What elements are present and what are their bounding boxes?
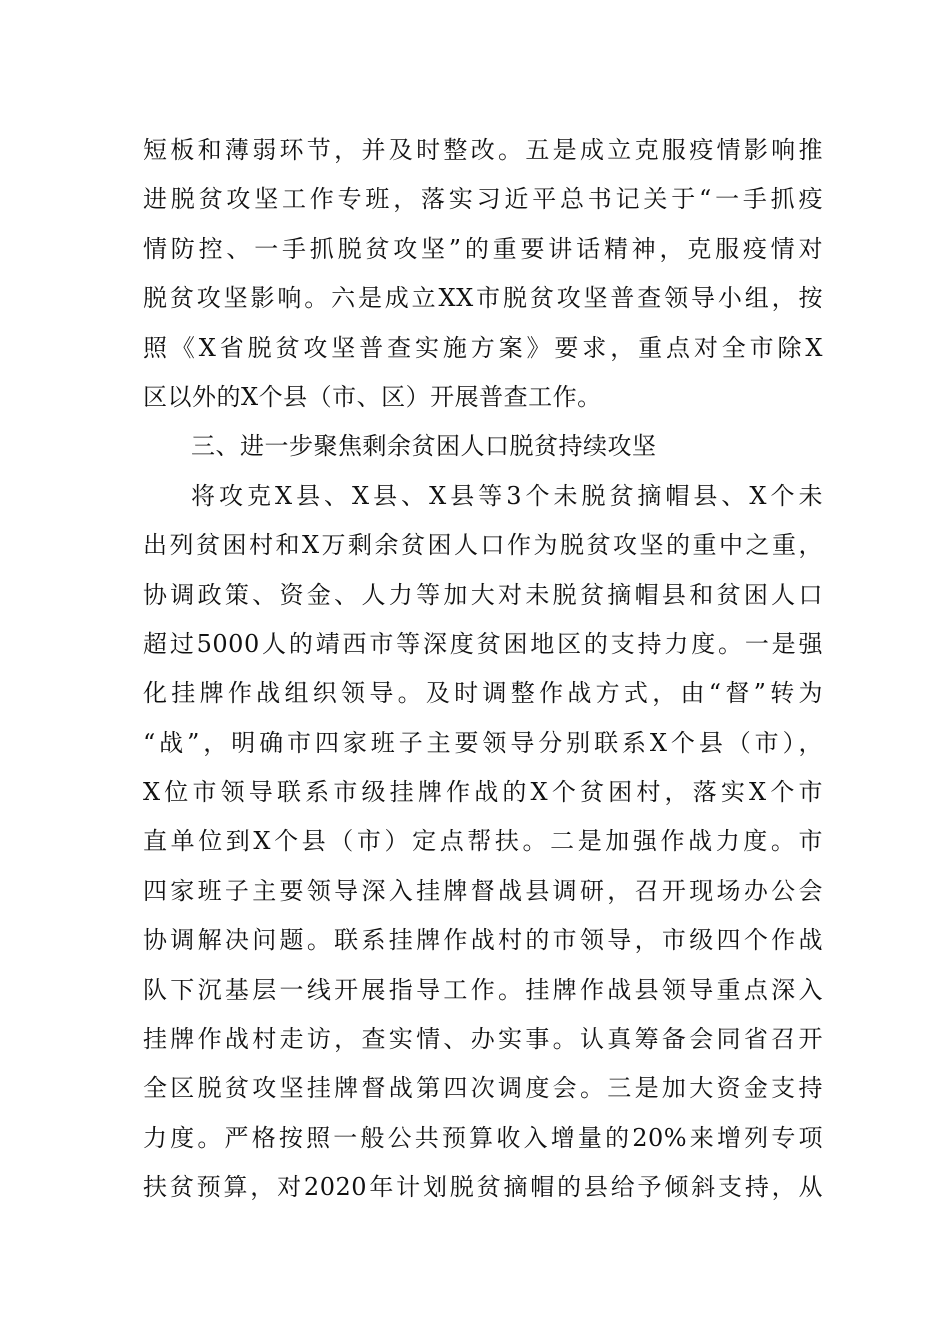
- text-line: 出列贫困村和X万剩余贫困人口作为脱贫攻坚的重中之重，: [143, 531, 823, 560]
- text-line: 区以外的X个县（市、区）开展普查工作。: [143, 382, 602, 411]
- text-line: 短板和薄弱环节，并及时整改。五是成立克服疫情影响推: [143, 136, 823, 164]
- text-line: 力度。严格按照一般公共预算收入增量的20%来增列专项: [143, 1123, 823, 1152]
- text-line: 脱贫攻坚影响。六是成立XX市脱贫攻坚普查领导小组，按: [143, 284, 823, 313]
- text-line: 超过5000人的靖西市等深度贫困地区的支持力度。一是强: [143, 629, 823, 658]
- text-line: 协调解决问题。联系挂牌作战村的市领导，市级四个作战: [143, 926, 823, 955]
- text-line: 全区脱贫攻坚挂牌督战第四次调度会。三是加大资金支持: [143, 1074, 823, 1103]
- text-line: 照《X省脱贫攻坚普查实施方案》要求，重点对全市除X: [143, 333, 823, 362]
- text-line: X位市领导联系市级挂牌作战的X个贫困村，落实X个市: [143, 778, 823, 807]
- text-line: 进脱贫攻坚工作专班，落实习近平总书记关于“一手抓疫: [143, 185, 823, 214]
- text-line: “战”，明确市四家班子主要领导分别联系X个县（市），: [143, 728, 823, 757]
- text-line: 挂牌作战村走访，查实情、办实事。认真筹备会同省召开: [143, 1025, 823, 1054]
- text-line: 直单位到X个县（市）定点帮扶。二是加强作战力度。市: [143, 827, 823, 856]
- body-text: [143, 126, 823, 1213]
- text-line: 四家班子主要领导深入挂牌督战县调研，召开现场办公会: [143, 876, 823, 905]
- text-line: 化挂牌作战组织领导。及时调整作战方式，由“督”转为: [143, 679, 823, 708]
- text-line: 扶贫预算，对2020年计划脱贫摘帽的县给予倾斜支持，从: [143, 1173, 823, 1202]
- section-heading: 三、进一步聚焦剩余贫困人口脱贫持续攻坚: [191, 432, 657, 461]
- text-line: 情防控、一手抓脱贫攻坚”的重要讲话精神，克服疫情对: [143, 234, 823, 263]
- text-line: 协调政策、资金、人力等加大对未脱贫摘帽县和贫困人口: [143, 580, 823, 609]
- text-line: 队下沉基层一线开展指导工作。挂牌作战县领导重点深入: [143, 975, 823, 1004]
- text-line: 将攻克X县、X县、X县等3个未脱贫摘帽县、X个未: [191, 481, 823, 510]
